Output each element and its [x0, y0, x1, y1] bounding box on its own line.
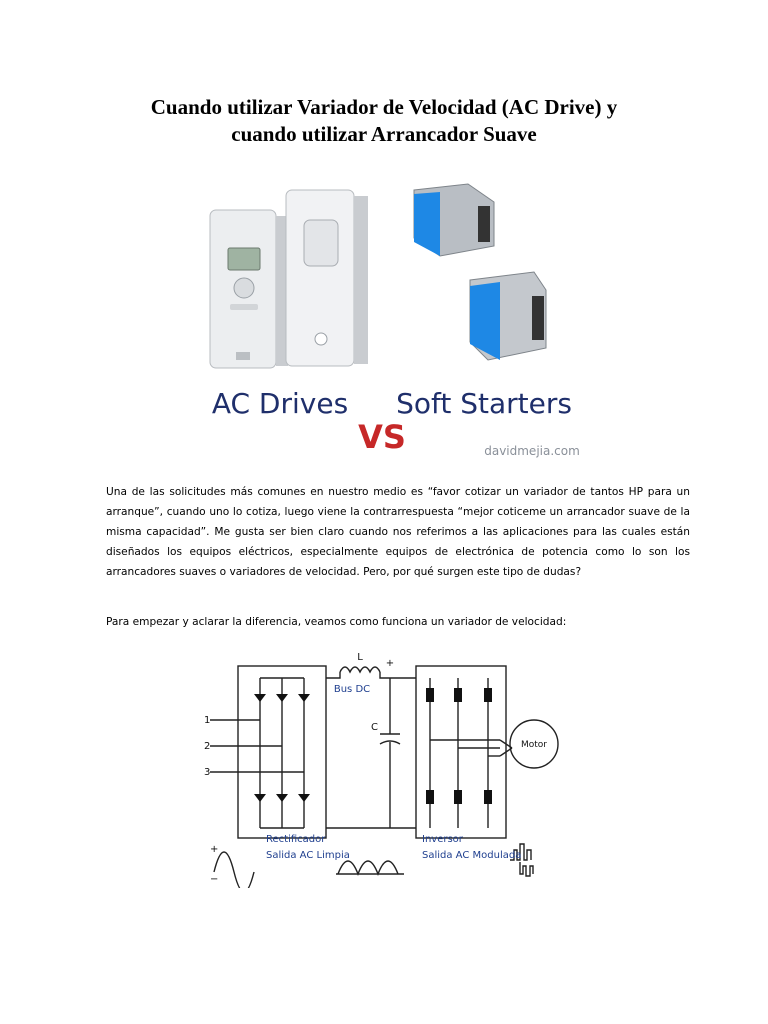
soft-starter-top-illustration: [414, 184, 494, 256]
inverter-transistors: [426, 688, 492, 804]
title-line-1: Cuando utilizar Variador de Velocidad (AC Drive) y: [150, 95, 618, 119]
ac-drive-large-illustration: [286, 190, 368, 366]
inverter-sub-label: Salida AC Modulada: [422, 850, 522, 861]
ac-drives-vs-soft-starters-image: [200, 176, 580, 466]
phase-3-label: 3: [204, 767, 211, 778]
rectifier-sub-label: Salida AC Limpia: [266, 850, 350, 861]
inductor-label: L: [357, 652, 363, 663]
dc-plus-label: +: [385, 658, 395, 669]
sine-wave-graphic: [214, 852, 254, 888]
lead-in-paragraph: Para empezar y aclarar la diferencia, veamos como funciona un variador de velocidad:: [106, 616, 567, 628]
ac-drive-small-illustration: [210, 210, 288, 368]
phase-1-label: 1: [204, 715, 211, 726]
title-line-2: cuando utilizar Arrancador Suave: [231, 122, 537, 146]
soft-starters-label: Soft Starters: [396, 387, 572, 420]
ac-drives-label: AC Drives: [211, 387, 349, 420]
rectified-wave-graphic: [338, 861, 398, 874]
watermark-text: davidmejia.com: [484, 444, 580, 458]
soft-starter-bottom-illustration: [470, 272, 546, 360]
page-title: [60, 94, 708, 148]
vs-label: VS: [358, 418, 406, 456]
bus-dc-label: Bus DC: [333, 684, 371, 695]
inverter-label: Inversor: [422, 834, 463, 845]
wave-minus-label: −: [210, 874, 219, 885]
motor-label: Motor: [520, 740, 548, 750]
capacitor-label: C: [371, 722, 378, 733]
wave-plus-label: +: [210, 844, 219, 855]
vfd-circuit-diagram: [200, 648, 570, 888]
rectifier-label: Rectificador: [266, 834, 326, 845]
phase-2-label: 2: [204, 741, 211, 752]
intro-paragraph: Una de las solicitudes más comunes en nuestro medio es “favor cotizar un variador de tantos HP para un arranque”, cuando uno lo cotiza, luego viene la contrarrespuesta “mejor coticeme un arrancador suave de la misma capacidad”. Me gusta ser bien claro cuando nos referimos a las aplicaciones para las cuales están diseñados los equipos eléctricos, especialmente equipos de electrónica de potencia como lo son los arrancadores suaves o variadores de velocidad. Pero, por qué surgen este tipo de dudas?: [106, 486, 690, 578]
